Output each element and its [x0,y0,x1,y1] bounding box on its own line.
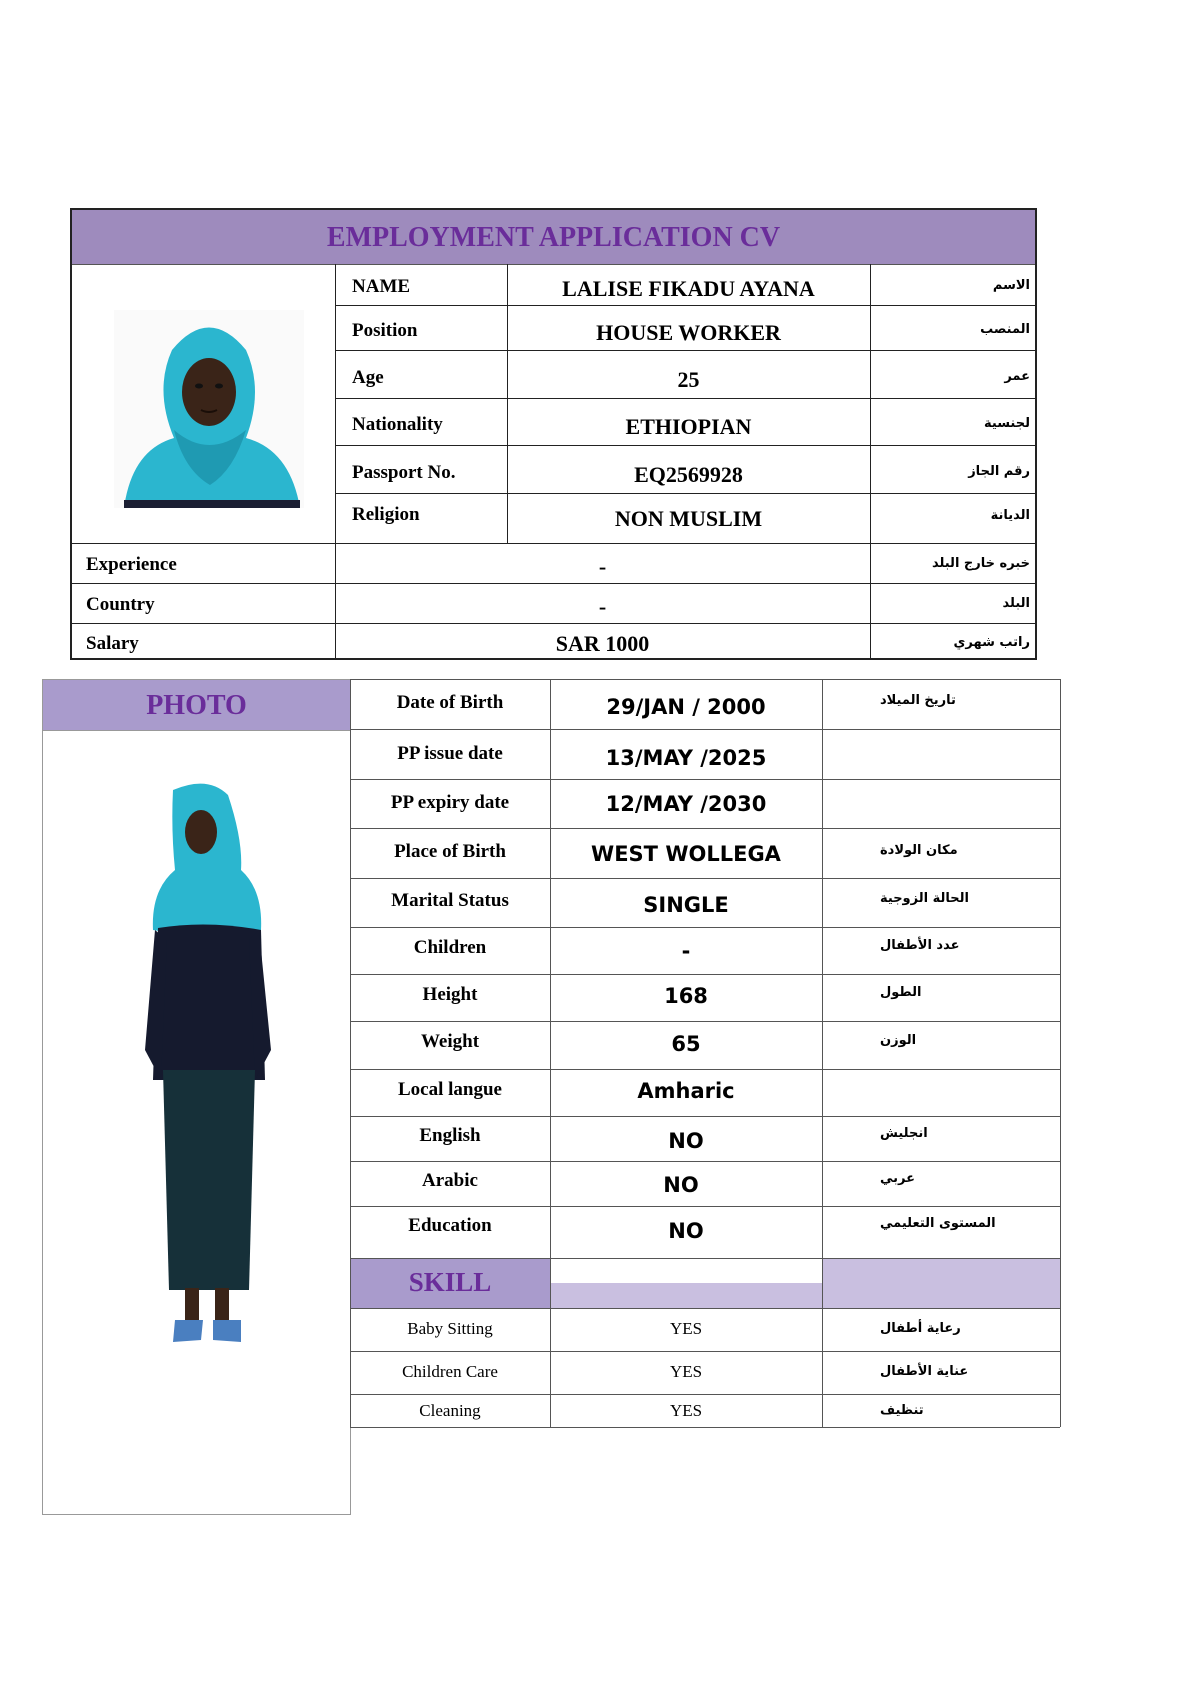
place-of-birth-value: WEST WOLLEGA [591,842,781,866]
children-value: - [681,939,691,963]
religion-value: NON MUSLIM [614,506,763,531]
skill-children-care-label: Children Care [402,1362,498,1381]
age-value: 25 [677,367,700,392]
country-value: - [598,594,607,619]
height-arabic: الطول [880,985,922,1000]
experience-label: Experience [86,554,177,575]
skill-cleaning-value: YES [669,1401,703,1420]
skill-baby-sitting-arabic: رعاية أطفال [880,1321,961,1336]
passport-label: Passport No. [352,462,456,483]
experience-arabic: خبره خارج البلد [931,556,1030,571]
weight-value: 65 [671,1032,701,1056]
portrait-photo [114,310,304,508]
nationality-label: Nationality [352,414,443,435]
height-label: Height [422,984,478,1005]
marital-status-label: Marital Status [391,890,509,911]
english-label: English [419,1125,481,1146]
skill-band-mid [550,1283,822,1308]
cv-title-band [72,210,1035,265]
salary-arabic: راتب شهري [953,635,1030,650]
children-label: Children [413,937,487,958]
skill-band-right [822,1258,1060,1308]
photo-panel [42,679,351,1515]
marital-status-value: SINGLE [643,893,729,917]
passport-value: EQ2569928 [634,462,743,487]
weight-label: Weight [420,1031,480,1052]
skill-children-care-value: YES [669,1362,703,1381]
education-value: NO [668,1219,704,1243]
skill-cleaning-label: Cleaning [419,1401,481,1420]
salary-value: SAR 1000 [555,631,650,656]
skill-baby-sitting-value: YES [669,1319,703,1338]
dob-arabic: تاريخ الميلاد [880,693,956,708]
pp-expiry-label: PP expiry date [390,792,510,813]
skill-baby-sitting-label: Baby Sitting [407,1319,493,1338]
pp-issue-value: 13/MAY /2025 [605,746,767,770]
photo-header [43,680,350,731]
pp-issue-label: PP issue date [397,743,503,764]
english-value: NO [668,1129,704,1153]
pp-expiry-value: 12/MAY /2030 [605,792,767,816]
cv-title: EMPLOYMENT APPLICATION CV [326,222,781,253]
religion-arabic: الديانة [990,508,1030,523]
experience-value: - [598,554,607,579]
place-of-birth-label: Place of Birth [394,841,506,862]
position-value: HOUSE WORKER [596,320,781,345]
position-arabic: المنصب [980,322,1030,337]
photo-title: PHOTO [146,690,247,721]
name-label: NAME [352,276,411,297]
weight-arabic: الوزن [880,1033,917,1048]
age-arabic: عمر [1004,369,1030,384]
salary-label: Salary [86,633,139,654]
skill-title: SKILL [408,1267,492,1297]
age-label: Age [352,367,384,388]
skill-cleaning-arabic: تنظيف [880,1403,924,1418]
full-body-photo [133,780,283,1370]
cv-summary-table [70,208,1037,660]
name-value: LALISE FIKADU AYANA [562,276,815,301]
dob-value: 29/JAN / 2000 [606,695,766,719]
local-language-label: Local langue [398,1079,502,1100]
marital-status-arabic: الحالة الزوجية [880,891,969,906]
country-label: Country [86,594,155,615]
name-arabic: الاسم [992,278,1030,293]
arabic-value: NO [663,1173,699,1197]
passport-arabic: رقم الجاز [968,464,1030,479]
nationality-value: ETHIOPIAN [625,414,752,439]
education-arabic: المستوى التعليمي [880,1216,996,1231]
children-arabic: عدد الأطفال [880,938,960,953]
education-label: Education [408,1215,492,1236]
arabic-arabic: عربي [880,1171,916,1186]
dob-label: Date of Birth [396,692,504,713]
position-label: Position [352,320,418,341]
nationality-arabic: لجنسية [984,416,1030,431]
religion-label: Religion [352,504,420,525]
skill-children-care-arabic: عناية الأطفال [880,1364,969,1379]
details-table [350,679,1060,1427]
arabic-label: Arabic [422,1170,478,1191]
local-language-value: Amharic [637,1079,735,1103]
height-value: 168 [664,984,708,1008]
english-arabic: انجليش [880,1126,928,1141]
country-arabic: البلد [1002,596,1030,611]
place-of-birth-arabic: مكان الولادة [880,843,958,858]
